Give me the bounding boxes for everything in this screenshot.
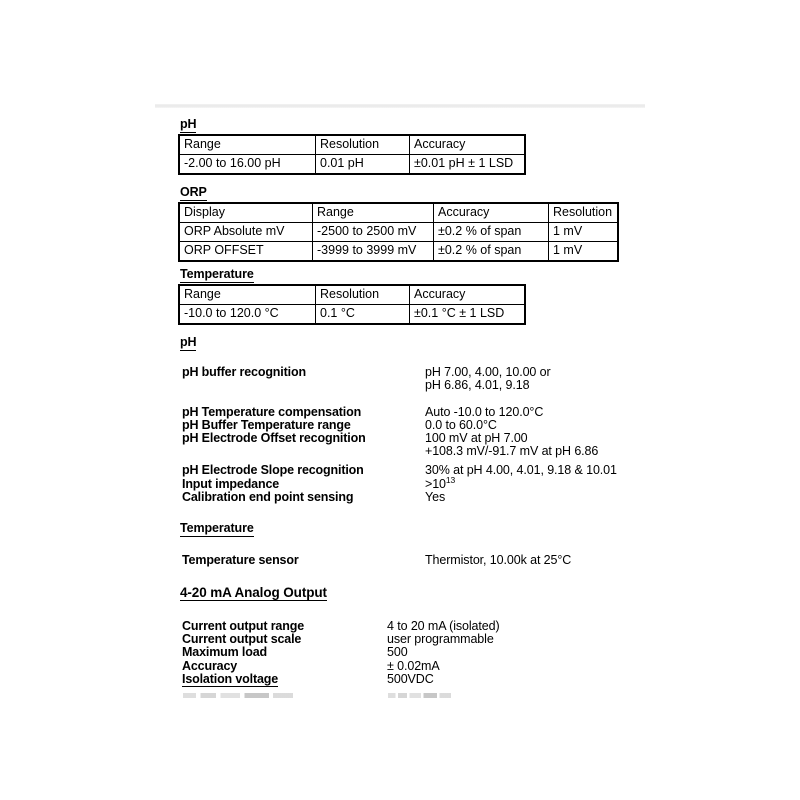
table-cell: ±0.01 pH ± 1 LSD <box>410 155 526 175</box>
table-header-row <box>179 285 525 305</box>
table-cell: ±0.2 % of span <box>434 242 549 262</box>
spec-value: +108.3 mV/-91.7 mV at pH 6.86 <box>425 444 599 459</box>
table-row <box>179 223 618 242</box>
column-header: Range <box>179 135 316 155</box>
column-header: Range <box>313 203 434 223</box>
spec-label: Isolation voltage <box>182 671 279 686</box>
spec-value: 500 <box>387 645 408 660</box>
table-cell: -10.0 to 120.0 °C <box>179 305 316 325</box>
column-header: Range <box>179 285 316 305</box>
table-cell: 0.01 pH <box>316 155 410 175</box>
page-bottom-artifact <box>183 693 293 698</box>
orp-specification-table <box>178 202 619 262</box>
table-cell: -3999 to 3999 mV <box>313 242 434 262</box>
spec-value-superscript: 13 <box>445 474 456 485</box>
table-cell: 1 mV <box>549 242 619 262</box>
spec-label: pH buffer recognition <box>182 365 306 379</box>
spec-label: Current output range <box>182 619 304 633</box>
scan-edge-artifact <box>155 104 645 108</box>
table-header-row <box>179 135 525 155</box>
spec-label: Temperature sensor <box>182 553 299 567</box>
table-cell: ORP OFFSET <box>179 242 313 262</box>
heading-temperature-specs: Temperature <box>180 521 254 535</box>
table-cell: ±0.1 °C ± 1 LSD <box>410 305 526 325</box>
table-row <box>179 155 525 175</box>
table-row <box>179 305 525 325</box>
spec-label: pH Electrode Slope recognition <box>182 463 364 478</box>
spec-label: Current output scale <box>182 632 302 647</box>
spec-value: user programmable <box>387 632 494 647</box>
table-cell: 0.1 °C <box>316 305 410 325</box>
spec-value: 500VDC <box>387 671 434 686</box>
spec-value <box>425 474 456 491</box>
spec-label: Calibration end point sensing <box>182 489 354 504</box>
spec-value: Thermistor, 10.00k at 25°C <box>425 553 572 567</box>
column-header: Accuracy <box>410 285 526 305</box>
spec-value: 100 mV at pH 7.00 <box>425 430 528 445</box>
spec-label: Accuracy <box>182 658 238 673</box>
temperature-specification-table <box>178 284 526 325</box>
table-cell: -2500 to 2500 mV <box>313 223 434 242</box>
spec-label: Input impedance <box>182 476 280 491</box>
page-bottom-artifact <box>388 693 451 698</box>
spec-value: Yes <box>425 489 446 504</box>
table-header-row <box>179 203 618 223</box>
heading-analog-output: 4-20 mA Analog Output <box>180 585 327 600</box>
spec-value-text: >10 <box>425 476 446 491</box>
column-header: Resolution <box>316 285 410 305</box>
spec-label: Maximum load <box>182 645 268 660</box>
table-cell: 1 mV <box>549 223 619 242</box>
heading-temperature-table: Temperature <box>180 267 254 281</box>
column-header: Accuracy <box>434 203 549 223</box>
column-header: Accuracy <box>410 135 526 155</box>
heading-ph-table: pH <box>180 117 197 131</box>
table-cell: -2.00 to 16.00 pH <box>179 155 316 175</box>
spec-value: 30% at pH 4.00, 4.01, 9.18 & 10.01 <box>425 463 617 478</box>
spec-value: 4 to 20 mA (isolated) <box>387 619 500 633</box>
table-cell: ORP Absolute mV <box>179 223 313 242</box>
table-cell: ±0.2 % of span <box>434 223 549 242</box>
ph-specification-table <box>178 134 526 175</box>
spec-label: pH Buffer Temperature range <box>182 417 351 432</box>
spec-value: pH 6.86, 4.01, 9.18 <box>425 378 530 393</box>
spec-label: pH Temperature compensation <box>182 404 362 419</box>
spec-label: pH Electrode Offset recognition <box>182 430 366 445</box>
column-header: Display <box>179 203 313 223</box>
spec-value: ± 0.02mA <box>387 658 440 673</box>
column-header: Resolution <box>316 135 410 155</box>
spec-value: pH 7.00, 4.00, 10.00 or <box>425 365 551 379</box>
column-header: Resolution <box>549 203 619 223</box>
heading-ph-specs: pH <box>180 335 197 349</box>
spec-value: 0.0 to 60.0°C <box>425 417 497 432</box>
heading-orp-table: ORP <box>180 185 207 199</box>
spec-value: Auto -10.0 to 120.0°C <box>425 404 544 419</box>
table-row <box>179 242 618 262</box>
